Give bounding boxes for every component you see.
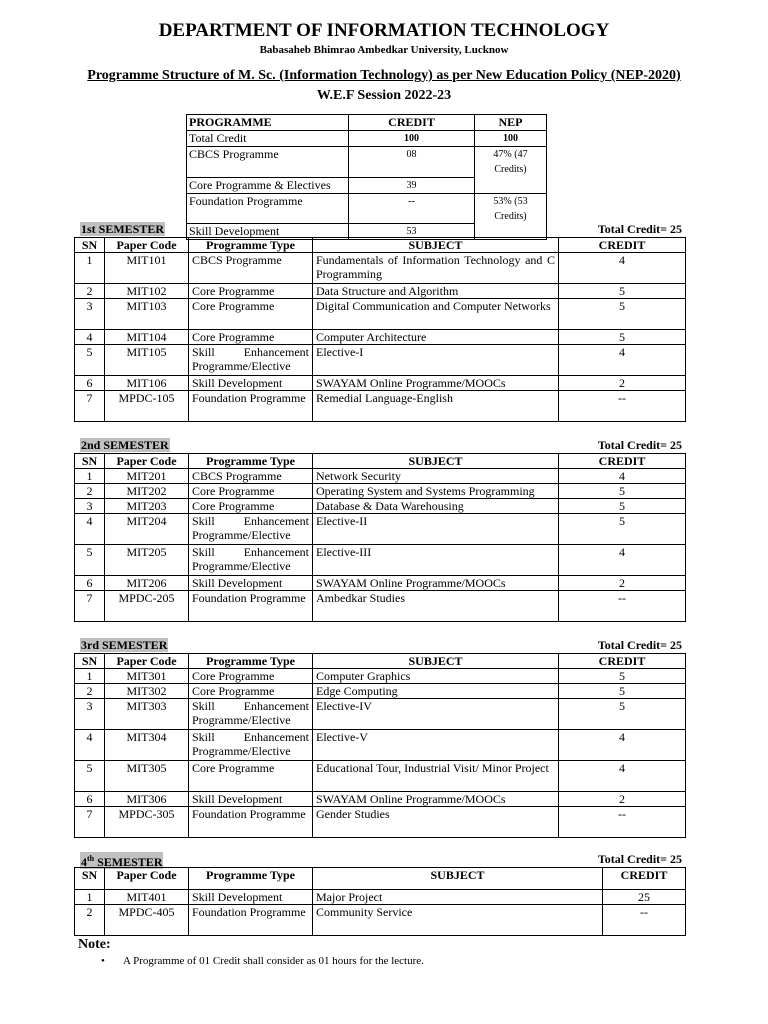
sn: 4 xyxy=(75,514,105,545)
subject: Elective-V xyxy=(313,730,559,761)
paper-code: MPDC-405 xyxy=(105,905,189,936)
sn: 6 xyxy=(75,576,105,591)
programme-type: CBCS Programme xyxy=(189,253,313,284)
programme-type: Core Programme xyxy=(189,484,313,499)
paper-code: MIT101 xyxy=(105,253,189,284)
credit: -- xyxy=(559,591,686,622)
paper-code: MIT302 xyxy=(105,684,189,699)
programme-type: Skill Development xyxy=(189,376,313,391)
semester-3-total: Total Credit= 25 xyxy=(597,638,682,652)
summary-programme: Foundation Programme xyxy=(187,193,349,224)
summary-nep: 100 xyxy=(475,131,547,147)
subject: Ambedkar Studies xyxy=(313,591,559,622)
summary-credit: -- xyxy=(349,193,475,224)
col-programme-type: Programme Type xyxy=(189,238,313,253)
credit: 4 xyxy=(559,345,686,376)
programme-type: Foundation Programme xyxy=(189,905,313,936)
sn: 1 xyxy=(75,469,105,484)
col-paper-code: Paper Code xyxy=(105,868,189,890)
table-row xyxy=(75,684,686,699)
col-programme-type: Programme Type xyxy=(189,868,313,890)
paper-code: MIT106 xyxy=(105,376,189,391)
subject: Elective-IV xyxy=(313,699,559,730)
table-row xyxy=(75,807,686,838)
summary-row xyxy=(187,193,547,224)
summary-nep: 47% (47 Credits) xyxy=(475,147,547,178)
sn: 7 xyxy=(75,591,105,622)
col-subject: SUBJECT xyxy=(313,654,559,669)
sn: 5 xyxy=(75,345,105,376)
sn: 1 xyxy=(75,890,105,905)
sn: 3 xyxy=(75,499,105,514)
summary-row xyxy=(187,177,547,193)
programme-type: CBCS Programme xyxy=(189,469,313,484)
table-row xyxy=(75,792,686,807)
sn: 5 xyxy=(75,545,105,576)
programme-type: Skill Development xyxy=(189,576,313,591)
sn: 2 xyxy=(75,684,105,699)
table-row xyxy=(75,905,686,936)
credit: 4 xyxy=(559,730,686,761)
col-credit: CREDIT xyxy=(559,654,686,669)
summary-nep xyxy=(475,177,547,193)
semester-header-row xyxy=(75,868,686,890)
table-row xyxy=(75,591,686,622)
table-row xyxy=(75,730,686,761)
credit: 5 xyxy=(559,484,686,499)
subject: Network Security xyxy=(313,469,559,484)
subject: Community Service xyxy=(313,905,603,936)
col-sn: SN xyxy=(75,868,105,890)
semester-2-label: 2nd SEMESTER xyxy=(81,438,169,452)
subject: Data Structure and Algorithm xyxy=(313,284,559,299)
subject: Elective-I xyxy=(313,345,559,376)
table-row xyxy=(75,890,686,905)
subject: Computer Graphics xyxy=(313,669,559,684)
paper-code: MPDC-105 xyxy=(105,391,189,422)
col-subject: SUBJECT xyxy=(313,868,603,890)
sn: 6 xyxy=(75,792,105,807)
col-subject: SUBJECT xyxy=(313,454,559,469)
subject: Computer Architecture xyxy=(313,330,559,345)
programme-type: Core Programme xyxy=(189,299,313,330)
semester-4-suffix: th xyxy=(87,854,95,863)
subject: Major Project xyxy=(313,890,603,905)
note-item xyxy=(101,955,424,967)
col-programme-type: Programme Type xyxy=(189,654,313,669)
sn: 4 xyxy=(75,730,105,761)
paper-code: MIT203 xyxy=(105,499,189,514)
programme-type: Core Programme xyxy=(189,684,313,699)
sn: 2 xyxy=(75,484,105,499)
col-subject: SUBJECT xyxy=(313,238,559,253)
subject: SWAYAM Online Programme/MOOCs xyxy=(313,576,559,591)
summary-row xyxy=(187,131,547,147)
programme-type: Skill Enhancement Programme/Elective xyxy=(189,730,313,761)
sn: 2 xyxy=(75,284,105,299)
col-sn: SN xyxy=(75,654,105,669)
semester-1-total: Total Credit= 25 xyxy=(597,222,682,236)
col-programme-type: Programme Type xyxy=(189,454,313,469)
col-credit: CREDIT xyxy=(559,454,686,469)
subject: Remedial Language-English xyxy=(313,391,559,422)
semester-header-row xyxy=(75,238,686,253)
sn: 4 xyxy=(75,330,105,345)
credit: 4 xyxy=(559,253,686,284)
table-row xyxy=(75,545,686,576)
credit: 5 xyxy=(559,499,686,514)
subject: SWAYAM Online Programme/MOOCs xyxy=(313,376,559,391)
credit: 2 xyxy=(559,792,686,807)
paper-code: MIT306 xyxy=(105,792,189,807)
credit: 2 xyxy=(559,376,686,391)
summary-header-credit: CREDIT xyxy=(349,115,475,131)
paper-code: MIT303 xyxy=(105,699,189,730)
semester-1-label: 1st SEMESTER xyxy=(81,222,165,236)
summary-programme: Total Credit xyxy=(187,131,349,147)
subject: SWAYAM Online Programme/MOOCs xyxy=(313,792,559,807)
summary-credit: 39 xyxy=(349,177,475,193)
programme-type: Skill Development xyxy=(189,792,313,807)
sn: 5 xyxy=(75,761,105,792)
summary-nep: 53% (53 Credits) xyxy=(475,193,547,224)
programme-type: Core Programme xyxy=(189,284,313,299)
table-row xyxy=(75,284,686,299)
table-row xyxy=(75,345,686,376)
session-line: W.E.F Session 2022-23 xyxy=(316,88,452,103)
subject: Edge Computing xyxy=(313,684,559,699)
table-row xyxy=(75,576,686,591)
paper-code: MIT204 xyxy=(105,514,189,545)
semester-header-row xyxy=(75,654,686,669)
programme-type: Skill Enhancement Programme/Elective xyxy=(189,699,313,730)
table-row xyxy=(75,376,686,391)
credit: 25 xyxy=(603,890,686,905)
summary-credit: 53 xyxy=(349,224,475,240)
subject: Fundamentals of Information Technology and C Programming xyxy=(313,253,559,284)
credit: -- xyxy=(603,905,686,936)
programme-type: Skill Enhancement Programme/Elective xyxy=(189,514,313,545)
semester-4-word: SEMESTER xyxy=(94,855,163,869)
table-row xyxy=(75,330,686,345)
sn: 6 xyxy=(75,376,105,391)
sn: 3 xyxy=(75,299,105,330)
programme-type: Foundation Programme xyxy=(189,807,313,838)
university-name: Babasaheb Bhimrao Ambedkar University, Lucknow xyxy=(259,44,509,56)
paper-code: MIT104 xyxy=(105,330,189,345)
credit: 4 xyxy=(559,545,686,576)
semester-4-number: 4 xyxy=(81,855,87,869)
table-row xyxy=(75,469,686,484)
credit: 5 xyxy=(559,330,686,345)
credit: 4 xyxy=(559,761,686,792)
summary-header-nep: NEP xyxy=(475,115,547,131)
paper-code: MIT202 xyxy=(105,484,189,499)
programme-type: Core Programme xyxy=(189,330,313,345)
programme-type: Foundation Programme xyxy=(189,591,313,622)
semester-3-table xyxy=(74,653,686,838)
col-sn: SN xyxy=(75,454,105,469)
programme-type: Skill Enhancement Programme/Elective xyxy=(189,545,313,576)
subject: Educational Tour, Industrial Visit/ Minor Project xyxy=(313,761,559,792)
sn: 7 xyxy=(75,391,105,422)
department-title: DEPARTMENT OF INFORMATION TECHNOLOGY xyxy=(158,20,610,41)
table-row xyxy=(75,669,686,684)
programme-type: Core Programme xyxy=(189,761,313,792)
semester-header-row xyxy=(75,454,686,469)
paper-code: MIT105 xyxy=(105,345,189,376)
sn: 7 xyxy=(75,807,105,838)
paper-code: MIT102 xyxy=(105,284,189,299)
sn: 2 xyxy=(75,905,105,936)
paper-code: MIT401 xyxy=(105,890,189,905)
credit: 5 xyxy=(559,514,686,545)
subject: Operating System and Systems Programming xyxy=(313,484,559,499)
subject: Elective-II xyxy=(313,514,559,545)
credit: 4 xyxy=(559,469,686,484)
credit: -- xyxy=(559,807,686,838)
col-credit: CREDIT xyxy=(603,868,686,890)
table-row xyxy=(75,499,686,514)
col-sn: SN xyxy=(75,238,105,253)
table-row xyxy=(75,514,686,545)
col-paper-code: Paper Code xyxy=(105,654,189,669)
paper-code: MIT305 xyxy=(105,761,189,792)
semester-4-total: Total Credit= 25 xyxy=(597,852,682,866)
summary-row xyxy=(187,147,547,178)
credit: 2 xyxy=(559,576,686,591)
programme-summary-table xyxy=(186,114,547,240)
table-row xyxy=(75,253,686,284)
paper-code: MIT103 xyxy=(105,299,189,330)
summary-credit: 08 xyxy=(349,147,475,178)
credit: 5 xyxy=(559,284,686,299)
summary-programme: CBCS Programme xyxy=(187,147,349,178)
subject: Database & Data Warehousing xyxy=(313,499,559,514)
programme-type: Core Programme xyxy=(189,669,313,684)
note-item-text: A Programme of 01 Credit shall consider as 01 hours for the lecture. xyxy=(123,955,424,967)
programme-type: Skill Enhancement Programme/Elective xyxy=(189,345,313,376)
paper-code: MIT201 xyxy=(105,469,189,484)
summary-header-row xyxy=(187,115,547,131)
credit: 5 xyxy=(559,699,686,730)
summary-credit: 100 xyxy=(349,131,475,147)
col-paper-code: Paper Code xyxy=(105,454,189,469)
sn: 1 xyxy=(75,253,105,284)
summary-programme: Skill Development xyxy=(187,224,349,240)
paper-code: MPDC-205 xyxy=(105,591,189,622)
semester-4-table xyxy=(74,867,686,936)
col-credit: CREDIT xyxy=(559,238,686,253)
programme-type: Foundation Programme xyxy=(189,391,313,422)
bullet-icon: • xyxy=(101,955,105,967)
semester-2-total: Total Credit= 25 xyxy=(597,438,682,452)
note-heading: Note: xyxy=(78,937,111,952)
paper-code: MIT304 xyxy=(105,730,189,761)
programme-type: Skill Development xyxy=(189,890,313,905)
sn: 3 xyxy=(75,699,105,730)
subject: Digital Communication and Computer Networks xyxy=(313,299,559,330)
table-row xyxy=(75,299,686,330)
table-row xyxy=(75,391,686,422)
col-paper-code: Paper Code xyxy=(105,238,189,253)
sn: 1 xyxy=(75,669,105,684)
paper-code: MPDC-305 xyxy=(105,807,189,838)
semester-3-label: 3rd SEMESTER xyxy=(81,638,168,652)
paper-code: MIT206 xyxy=(105,576,189,591)
semester-2-table xyxy=(74,453,686,622)
table-row xyxy=(75,484,686,499)
programme-type: Core Programme xyxy=(189,499,313,514)
semester-1-table xyxy=(74,237,686,422)
table-row xyxy=(75,761,686,792)
credit: -- xyxy=(559,391,686,422)
table-row xyxy=(75,699,686,730)
subject: Elective-III xyxy=(313,545,559,576)
paper-code: MIT205 xyxy=(105,545,189,576)
programme-structure-title: Programme Structure of M. Sc. (Information Technology) as per New Education Policy (NEP-2020) xyxy=(87,68,681,83)
paper-code: MIT301 xyxy=(105,669,189,684)
credit: 5 xyxy=(559,684,686,699)
summary-header-programme: PROGRAMME xyxy=(187,115,349,131)
credit: 5 xyxy=(559,669,686,684)
summary-programme: Core Programme & Electives xyxy=(187,177,349,193)
subject: Gender Studies xyxy=(313,807,559,838)
credit: 5 xyxy=(559,299,686,330)
